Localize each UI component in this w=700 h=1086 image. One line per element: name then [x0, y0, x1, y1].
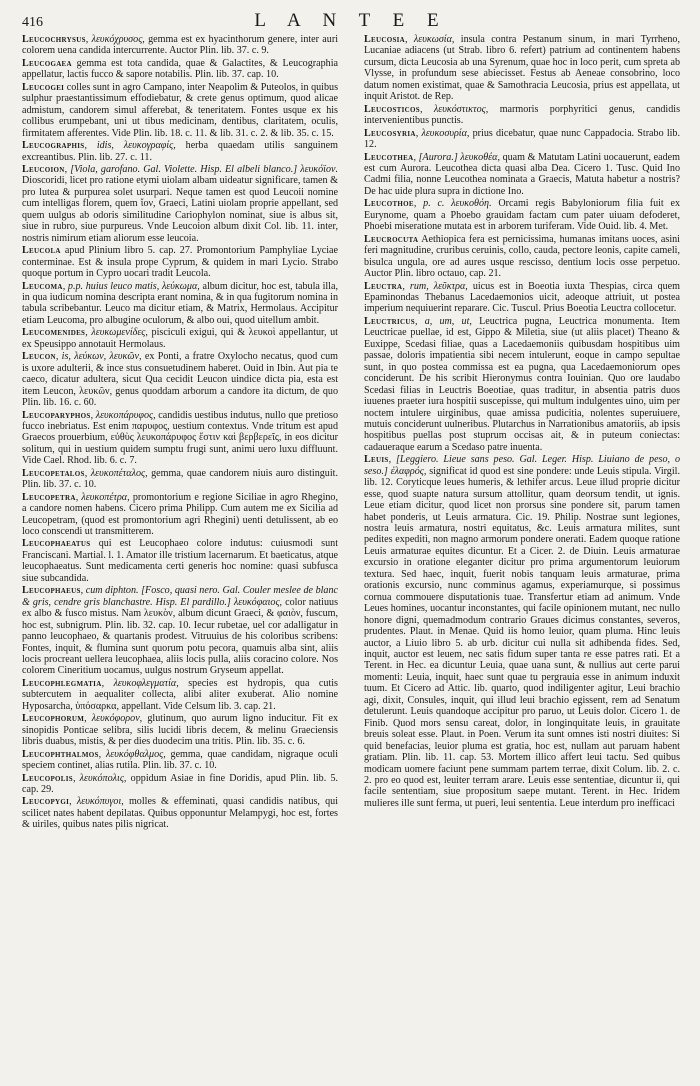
- entry-text: gemma, quae candidam, nigraque oculi speciem continet, alias rutila. Plin. lib. 37. c. 10.: [22, 748, 338, 772]
- entry-headword: Leuis: [364, 454, 389, 466]
- entry-text: species est hydropis, qua cutis subtercutem in aequaliter collecta, alibi aliter exuberat. Alio nomine Hyposarcha, ὑπόσαρκα, appellant. Vide Celsum lib. 3. cap. 21.: [22, 677, 338, 712]
- entry-greek: , [Leggiero. Lieue sans peso. Gal. Leger. Hisp. Liuiano de peso, o seso.] ἐλαφρός,: [364, 454, 680, 477]
- entry-headword: Leucophaeatus: [22, 538, 91, 550]
- entry-headword: Leucoparyphos: [22, 409, 91, 421]
- dictionary-entry: [22, 281, 338, 327]
- dictionary-entry: [22, 58, 338, 81]
- entry-headword: Leucopygi: [22, 796, 70, 808]
- entry-text: apud Plinium libro 5. cap. 27. Promontorium Pamphyliae Lyciae conterminae. Est & insula prope Cyprum, & quidem in mari Lycio. Strabo quoque portum in Cypro uocari tradit Leucola.: [22, 245, 338, 280]
- entry-greek: , is, λεύκων, λευκῶν,: [55, 351, 142, 363]
- entry-greek: , λευκόχρυσος,: [85, 34, 145, 45]
- text-columns: [22, 34, 680, 1080]
- entry-text: color natiuus ex albo & fusco mistus. Nam λευκὸν, album dicunt Graeci, & φαιὸν, fuscum, hoc est, subnigrum. Plin. lib. 32. cap. 10. Iecur rubetae, uel cor adalligatur in panno leucophaeo, & quartanis prodest. Vitruuius de his coloribus scribens: Fontes, inquit, & flumina sunt quorum potu pecora, quamuis alba sint, aliis locis procreant uellera leucophaea, aliis locis pulla, aliis coracino colore. Nos colorem Cineritium uocamus, uulgus nostrum Gryseum appellat.: [22, 596, 338, 677]
- entry-text: Aethiopica fera est pernicissima, humanas imitans uoces, asini feri magnitudine, cruribus ceruinis, collo, cauda, pectore leonis, capite cameli, bisulca ungula, ore ad aures usque rescisso, dentium locis osse perpetuo. Auctor Plin. libro octauo, cap. 21.: [364, 233, 680, 280]
- dictionary-entry: [364, 281, 680, 315]
- entry-greek: , cum diphton. [Fosco, quasi nero. Gal. Couler meslee de blanc & gris, cendre gris blanchastre. Hisp. El pardillo.] λευκόφαιος,: [22, 585, 338, 608]
- entry-headword: Leucographis: [22, 140, 85, 152]
- entry-text: promontorium e regione Siciliae in agro Rhegino, a candore nomen habens. Cicero prima Philipp. Cum autem me ex Sicilia ad Leucopetram, (quod est promontorium agri Rhegini) uenti detulissent, ab eo loco conscendi ut transmitterem.: [22, 491, 338, 538]
- entry-text: insula contra Pestanum sinum, in mari Tyrrheno, Lucaniae adiacens (ut Strab. libro 6. refert) patrium ad continentem habens cursum, dicta Leucosia ab una Syrenum, quae hoc in loco perit, cum spreta ab Vlysse, in profundum sese abiecisset. Festus ab Aeneae consobrino, loco datum nomen existimat, quae & Samothracia Leucosia, prius est appellata, ut inquit Aristot. de Rep.: [364, 34, 680, 103]
- entry-greek: , λευκόφθαλμος,: [98, 748, 166, 760]
- dictionary-entry: [22, 245, 338, 279]
- entry-headword: Leucophorum: [22, 713, 85, 725]
- entry-text: uicus est in Boeotia iuxta Thespias, circa quem Epaminondas Thebanus Lacedaemonios uicit, adeoque attriuit, ut postea imperium nequiuerint reparare. Cic. Tuscul. Prius Boeotia Leuctra collocetur.: [364, 280, 680, 315]
- dictionary-entry: [22, 34, 338, 57]
- entry-greek: , λευκόφορον,: [84, 713, 143, 725]
- dictionary-entry: [364, 34, 680, 103]
- entry-greek: , λευκόπολις,: [72, 772, 127, 784]
- entry-headword: Leucon: [22, 351, 56, 363]
- entry-headword: Leuctricus: [364, 315, 415, 327]
- dictionary-entry: [364, 104, 680, 127]
- dictionary-entry: [22, 678, 338, 712]
- left-column: [22, 34, 338, 1080]
- entry-headword: Leucogaea: [22, 57, 72, 69]
- dictionary-entry: [22, 140, 338, 163]
- entry-headword: Leucomenides: [22, 327, 86, 339]
- entry-text: gemma, quae candorem niuis auro distinguit. Plin. lib. 37. c. 10.: [22, 467, 338, 491]
- entry-text: glutinum, quo aurum ligno inducitur. Fit ex sinopidis Ponticae selibra, silis lucidi libris decem, & melinu Graeciensis libris duabus, mistis, & per dies duodecim una tritis. Plin. lib. 35. c. 6.: [22, 713, 338, 748]
- entry-greek: , λευκοπάρυφος,: [90, 409, 156, 421]
- entry-greek: , λευκοπέταλος,: [84, 467, 148, 479]
- dictionary-entry: [22, 538, 338, 584]
- dictionary-entry: [22, 351, 338, 408]
- entry-headword: Leucochrysus: [22, 34, 86, 45]
- entry-text: album dicitur, hoc est, tabula illa, in qua iudicum nomina descripta erant nomina, & in qua fugitorum nomina in tabula scribebantur. Leuco ma dicitur etiam, & Matrix, Hermolaus. Accipitur etiam Leucoma, pro albugine oculorum, & albo oui, quod uitellum ambit.: [22, 280, 338, 326]
- entry-text: ex Ponti, a fratre Oxylocho necatus, quod cum is uxore adulterii, & ince stus consuetudinem haberet. Ouid in Ibin. Aut pia te caeco, dicatur adultera, sicut Qua cecidit Leucon uindice dicta pia, esta est item Leucon, λευκῶν, genus quoddam arborum a candore ita dictum, de quo Plin. lib. 16. c. 60.: [22, 351, 338, 409]
- entry-text: qui est Leucophaeo colore indutus: cuiusmodi sunt Franciscani. Martial. l. 1. Amator ille tristium lacernarum. Et baeticatus, atque leucophaeatus. Sunt medicamenta certi generis hoc nomine: quasi subfusca siue subcandida.: [22, 538, 338, 584]
- entry-headword: Leucopetalos: [22, 467, 85, 479]
- entry-text: pisciculi exigui, qui & λευκοὶ appellantur, ut ex Speusippo annotauit Hermolaus.: [22, 327, 338, 350]
- entry-headword: Leuctra: [364, 280, 403, 292]
- entry-greek: , p.p. huius leuco matis, λεύκωμα,: [62, 280, 200, 292]
- entry-headword: Leucrocuta: [364, 233, 419, 245]
- entry-text: significat id quod est sine pondere: unde Leuis stipula. Virgil. lib. 12. Coryticque leues humeris, & lethifer arcus. Leue illud proprie dicitur esse, quod suapte natura sursum attollitur, quam deorsum tendit, ut ignis. Leue etiam dicitur, quod licet non prorsus sine pondere sit, parum tamen habet ponderis, ut Leuis armatura. Cic. 19. Philip. Nostrae sunt legiones, nostra leuis armatura, nostri equitatus, &c. Leuis armatura milites, sunt pedites expediti, non magno armorum pondere onerati. Eadem quoque ratione Leuis armaturae equites dicuntur. Et a Cicer. 2. de Diuin. Leuis armaturae excursio in oratione eleganter dicitur pro prima argumentorum leuiorum textura. Sed haec, inquit, fuerit nobis tanquam leuis armaturae, prima orationis excursio, nunc comminus agamus, experiamurque, si possimus cornua commouere disputationis tuae. Transfertur etiam ad animum. Vnde Leues homines, uocantur inconstantes, qui facile opinionem mutant, nec nullo honore digni, quemadmodum contrario Graues dicimus constantes, severos, prudentes. Plaut. in Menae. Quid iis homo leuior, quam pluma. Hinc leuis auctor, a Liuio libro 5. ab urb. dicitur cui nulla sit adhibenda fides. Sed, inquit, auctor est leuem, nec satis fidum super tanta re esse patres rati. Et a Terent. in Hec. ea dicuntur Leuia, quae uana sunt, & nullius aut certe parui momenti: Leuia, inquit, haec sunt quae tu pergrauia esse in animum induxit tuum. Et Cicero ad Attic. lib. quarto, quod indiligenter agitur, Leui brachio agi, dixit, Consules, inquit, qui illud leui brachio egissent, rem ad Senatum detulerunt. Leuis quandoque accipitur pro paruo, ut Leuis dolor. Cicero 1. de Finib. Quod mors sensu careat, dolor, in longinquitate leuis, in grauitate breuis soleat esse. Plaut. in Poen. Verum ita sunt omnes isti nostri diuites: Si quid benefacias, leuior pluma est gratia, hoc est, nullam aut paruam habent gratiam. Plin. lib. 11. cap. 53. Mortem illico affert leui tactu. Sed quibus modicam uomere faciunt pene summam partem terrae, dixit Colum. lib. 2. c. 2. pro eo quod est, leuiter terram arare. Leuis esse sententiae, dicuntur ii, qui facile sententiam, siue propositum saepe mutant. Terent. in Hec. Iridem mulieres ille sunt ferma, ut pueri, leui sententia. Leue interdum pro inefficaci: [364, 465, 680, 809]
- entry-headword: Leucola: [22, 245, 61, 257]
- dictionary-entry: [364, 316, 680, 453]
- entry-headword: Leucosia: [364, 34, 406, 45]
- entry-headword: Leucophaeus: [22, 585, 81, 597]
- entry-text: prius dicebatur, quae nunc Cappadocia. Strabo lib. 12.: [364, 127, 680, 151]
- dictionary-entry: [22, 492, 338, 538]
- entry-text: gemma est ex hyacinthorum genere, inter auri colorem uena candida intercurrente. Auctor Plin. lib. 37. c. 9.: [22, 34, 338, 57]
- right-column: [364, 34, 680, 1080]
- entry-headword: Leucoma: [22, 280, 63, 292]
- entry-text: Orcami regis Babyloniorum filia fuit ex Eurynome, quam a Phoebo grauidam factam cum pater uiuam defoderet, Phoebi miseratione mutata est in arborem turiferam. Vide Ouid. lib. 4. Met.: [364, 198, 680, 233]
- dictionary-entry: [22, 713, 338, 747]
- dictionary-entry: [22, 468, 338, 491]
- page-number: 416: [22, 15, 43, 30]
- entry-greek: , λευκοφλεγματία,: [101, 677, 179, 689]
- entry-headword: Leucophthalmos: [22, 748, 99, 760]
- entry-greek: , idis, λευκογραφίς,: [84, 140, 176, 152]
- entry-text: herba quaedam utilis sanguinem excreantibus. Plin. lib. 27. c. 11.: [22, 140, 338, 163]
- dictionary-entry: [22, 773, 338, 796]
- entry-greek: , λευκόστικτος,: [419, 103, 489, 115]
- entry-greek: , rum, λεῦκτρα,: [402, 280, 468, 292]
- entry-greek: , λευκοπέτρα,: [75, 491, 130, 503]
- entry-text: Dioscoridi, licet pro ratione etymi uiolam albam uideatur significare, tamen & pro lutea & purpurea solet usurpari. Neque tamen est quod Leucoii nomine cum intelligas florem, quem ἴον, Graeci, Latini uiolam proprie appellant, sed quem uulgus ab odoris similitudine Cariophylon nominat, siue is albus sit, siue in rubro, siue purpureus. Vnde Leucoion album dixit Col. lib. 11. inter, nostris nimirum etiam aliorum esse leucoia.: [22, 175, 338, 244]
- entry-greek: , λευκωσία,: [405, 34, 455, 45]
- dictionary-entry: [22, 796, 338, 830]
- entry-headword: Leucosticos: [364, 103, 420, 115]
- entry-greek: , λευκωμενίδες,: [85, 327, 148, 339]
- dictionary-entry: [22, 164, 338, 244]
- entry-greek: , [Viola, garofano. Gal. Violette. Hisp. El albeli blanco.] λευκόϊον.: [64, 163, 338, 175]
- page-header: [22, 10, 680, 30]
- entry-text: gemma est tota candida, quae & Galactites, & Leucographia appellatur, lactis fucco & sapore notabilis. Plin. lib. 37. cap. 10.: [22, 57, 338, 81]
- dictionary-entry: [364, 198, 680, 232]
- entry-greek: , λευκόπυγοι,: [69, 796, 124, 808]
- entry-greek: , λευκοσυρία,: [415, 127, 470, 139]
- entry-text: Leuctrica pugna, Leuctrica monumenta. Item Leuctricae puellae, id est, Gippo & Miletia, siue (ut aliis placet) Theano & Euxippe, Scedasi filiae, quas a Lacedaemoniis quibusdam hospitibus uim passae, doloris impatientia sibi necem intulerunt, eoque in campo sepultae sunt, in quo postea commissa est ea pugna, qua Lacedaemoniorum opes conciderunt. De his scribit Hieronymus contra Iouinian. Quo ore laudabo Scedasi filias in Leuctris Boeotiae, quas traditur, in absentia patris duos iuuenes praeter iura hospitii suscepisse, qui multum indulgentes uino, uim per noctem intulere uirginibus, quae amissa pudicitia, nolentes superuiuere, mutuis conciderunt uulneribus. Plutarchus in Narrationibus amatoriis, ab ipsis hospitibus puellas post stuprum occisas ait, & in puteum coniectas: cadaueraque earum a Scedaso patre inuenta.: [364, 315, 680, 453]
- entry-text: molles & effeminati, quasi candidis natibus, qui scilicet nates habent depilatas. Quibus opponuntur Melampygi, hoc est, fortes & uiriles, quibus nates pilis nigricat.: [22, 796, 338, 831]
- entry-text: oppidum Asiae in fine Doridis, apud Plin. lib. 5. cap. 29.: [22, 772, 338, 795]
- dictionary-entry: [22, 585, 338, 677]
- entry-headword: Leucophlegmatia: [22, 677, 102, 689]
- dictionary-entry: [22, 327, 338, 350]
- entry-greek: , a, um, ut,: [414, 315, 472, 327]
- entry-headword: Leucopolis: [22, 772, 73, 784]
- running-title: L A N T E E: [254, 10, 448, 31]
- entry-headword: Leucoion: [22, 163, 65, 175]
- dictionary-entry: [364, 234, 680, 280]
- entry-greek: , [Aurora.] λευκοθέα,: [413, 151, 500, 163]
- entry-headword: Leucopetra: [22, 491, 76, 503]
- dictionary-entry: [364, 152, 680, 198]
- entry-text: marmoris porphyritici genus, candidis intervenientibus punctis.: [364, 103, 680, 127]
- entry-text: colles sunt in agro Campano, inter Neapolim & Puteolos, in quibus sulphur praestantissimum effodiebatur, & crete genus optimum, quod alicae admistum, candorem simul afferebat, & teneritatem. Fontes usque ex his collibus erumpebant, uni ut tibus medicinam, dentibus, claritatem, oculis, firmitatem afferentes. Vide Plin. lib. 18. c. 11. & lib. 31. c. 2. & lib. 35. c. 15.: [22, 81, 338, 139]
- dictionary-entry: [22, 82, 338, 139]
- entry-text: quam & Matutam Latini uocauerunt, eadem est cum Aurora. Leucothea dicta quasi alba Dea. Cicero 1. Tusc. Quid Ino Cadmi filia, nonne Leucothea nominata a Graecis, Matuta habetur a nostris? De hac uide plura supra in dictione Ino.: [364, 151, 680, 197]
- dictionary-entry: [22, 749, 338, 772]
- dictionary-entry: [22, 410, 338, 467]
- entry-headword: Leucosyria: [364, 127, 416, 139]
- entry-headword: Leucogei: [22, 81, 65, 93]
- entry-greek: , p. c. λευκοθόη.: [413, 198, 492, 210]
- entry-text: candidis uestibus indutus, nullo que pretioso fucco inebriatus. Est enim παρυφος, uestium contextus. Vnde tritum est apud Graecos prouerbium, εὐθὺς λευκοπάρυφος ἔστιν καὶ βερβερεῖς, in eos dicitur solitum, qui in uestium quidem sumptu frugi sunt, animi uero luxu diffluunt. Vide Cael. Rhod. lib. 6. c. 7.: [22, 409, 338, 467]
- entry-headword: Leucothoe: [364, 198, 414, 210]
- dictionary-entry: [364, 128, 680, 151]
- dictionary-entry: [364, 454, 680, 809]
- entry-headword: Leucothea: [364, 151, 414, 163]
